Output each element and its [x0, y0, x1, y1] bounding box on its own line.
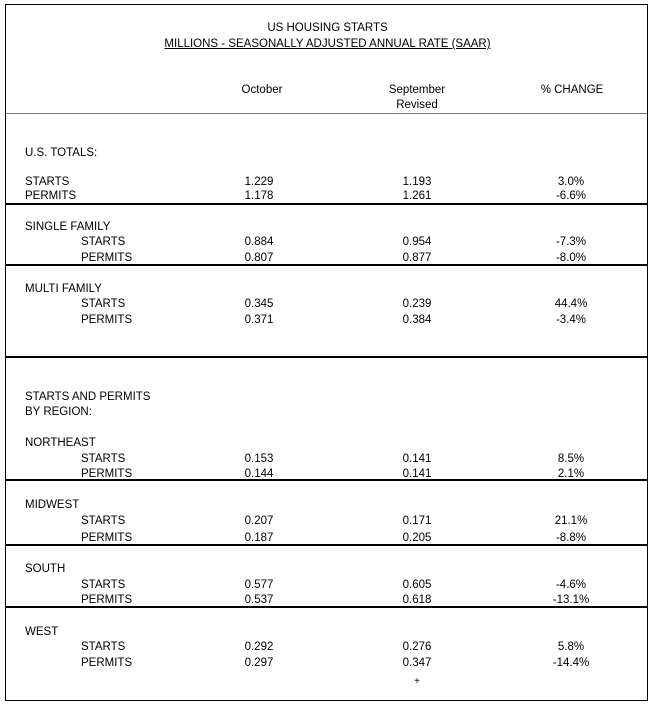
cell-october: 0.345	[244, 298, 274, 310]
cell-change: -8.8%	[555, 532, 587, 544]
cell-october: 1.178	[244, 190, 274, 202]
cell-change: 8.5%	[557, 453, 585, 465]
cell-september: 0.618	[402, 594, 432, 606]
cell-september: 0.171	[402, 515, 432, 527]
cell-october: 0.537	[244, 594, 274, 606]
row-label: STARTS	[81, 515, 126, 527]
cell-september: 0.205	[402, 532, 432, 544]
row-label: PERMITS	[81, 657, 133, 669]
cell-october: 0.371	[244, 314, 274, 326]
section-heading-by-region: STARTS AND PERMITS	[25, 391, 151, 403]
cell-october: 0.292	[244, 641, 274, 653]
column-header-change: % CHANGE	[540, 84, 604, 96]
row-label: PERMITS	[25, 190, 77, 202]
cell-change: 3.0%	[557, 176, 585, 188]
column-header-october: October	[241, 84, 283, 96]
cell-change: -8.0%	[555, 252, 587, 264]
table-subtitle: MILLIONS - SEASONALLY ADJUSTED ANNUAL RATE (SAAR)	[164, 38, 491, 50]
row-label: STARTS	[81, 236, 126, 248]
section-divider	[6, 356, 647, 358]
cell-september: 1.193	[402, 176, 432, 188]
cell-october: 0.577	[244, 579, 274, 591]
row-label: STARTS	[81, 453, 126, 465]
cell-october: 0.153	[244, 453, 274, 465]
cell-september: 0.605	[402, 579, 432, 591]
cell-september: 0.141	[402, 468, 432, 480]
cell-change: 5.8%	[557, 641, 585, 653]
cell-change: -7.3%	[555, 236, 587, 248]
section-heading-us-totals: U.S. TOTALS:	[25, 147, 98, 159]
row-label: STARTS	[25, 176, 70, 188]
region-heading-west: WEST	[25, 626, 59, 638]
cell-october: 0.884	[244, 236, 274, 248]
cell-change: -4.6%	[555, 579, 587, 591]
region-heading-northeast: NORTHEAST	[25, 437, 96, 449]
cell-september: 1.261	[402, 190, 432, 202]
row-label: STARTS	[81, 298, 126, 310]
cell-change: 2.1%	[557, 468, 585, 480]
row-label: PERMITS	[81, 468, 133, 480]
region-heading-midwest: MIDWEST	[25, 499, 80, 511]
cell-change: 44.4%	[554, 298, 588, 310]
cell-change: -3.4%	[555, 314, 587, 326]
region-heading-south: SOUTH	[25, 563, 66, 575]
table-title: US HOUSING STARTS	[267, 22, 388, 34]
cell-october: 1.229	[244, 176, 274, 188]
cell-september: 0.954	[402, 236, 432, 248]
row-label: PERMITS	[81, 594, 133, 606]
cell-september: 0.877	[402, 252, 432, 264]
section-divider	[6, 544, 647, 546]
cell-september: 0.347	[402, 657, 432, 669]
cell-october: 0.187	[244, 532, 274, 544]
column-header-september: September	[388, 84, 446, 96]
cell-october: 0.144	[244, 468, 274, 480]
row-label: PERMITS	[81, 252, 133, 264]
cell-october: 0.807	[244, 252, 274, 264]
column-header-september-sub: Revised	[396, 99, 438, 111]
cell-september: 0.276	[402, 641, 432, 653]
cell-change: -14.4%	[552, 657, 590, 669]
cell-october: 0.207	[244, 515, 274, 527]
row-label: PERMITS	[81, 314, 133, 326]
section-divider	[6, 264, 647, 266]
section-heading-by-region-2: BY REGION:	[25, 406, 92, 418]
cell-september: 0.384	[402, 314, 432, 326]
section-heading-multi-family: MULTI FAMILY	[25, 283, 102, 295]
section-heading-single-family: SINGLE FAMILY	[25, 221, 111, 233]
cell-change: -13.1%	[552, 594, 590, 606]
section-divider	[6, 479, 647, 481]
row-label: STARTS	[81, 641, 126, 653]
section-divider	[6, 203, 647, 205]
cell-change: 21.1%	[554, 515, 588, 527]
cell-september: 0.141	[402, 453, 432, 465]
section-divider	[6, 606, 647, 608]
footnote-mark: +	[414, 676, 420, 687]
cell-october: 0.297	[244, 657, 274, 669]
header-divider	[6, 113, 647, 114]
cell-september: 0.239	[402, 298, 432, 310]
row-label: PERMITS	[81, 532, 133, 544]
row-label: STARTS	[81, 579, 126, 591]
cell-change: -6.6%	[555, 190, 587, 202]
